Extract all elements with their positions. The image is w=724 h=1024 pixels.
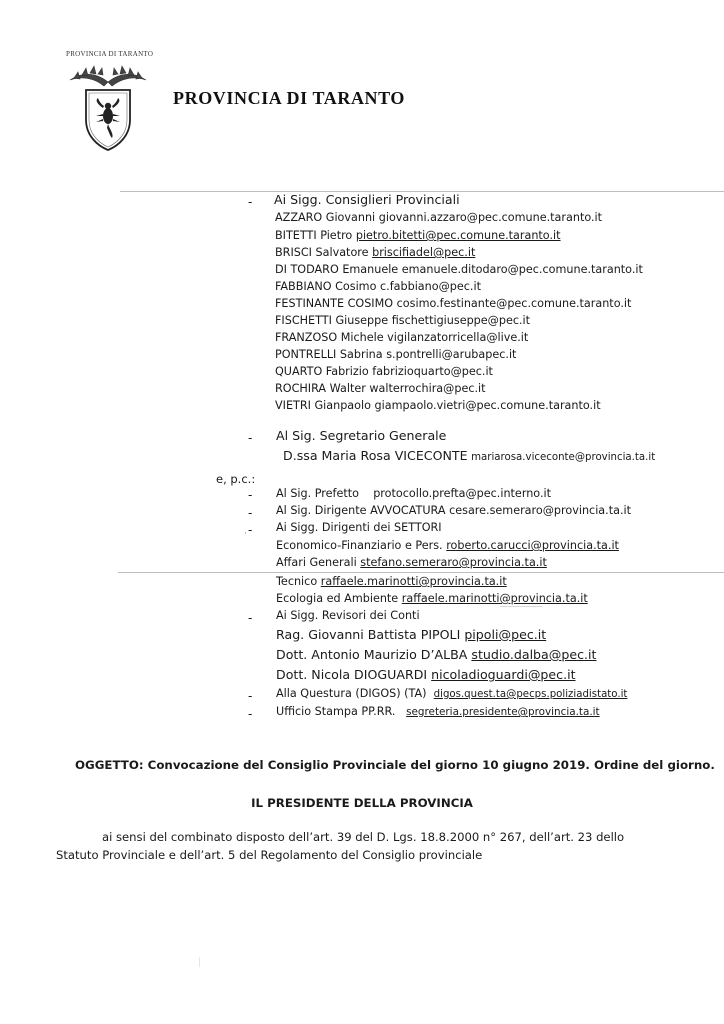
list-item: ROCHIRA Walter walterrochira@pec.it	[275, 382, 486, 395]
consiglieri-heading: Ai Sigg. Consiglieri Provinciali	[274, 192, 460, 207]
list-item: DI TODARO Emanuele emanuele.ditodaro@pec.comune.taranto.it	[275, 263, 643, 276]
email-link[interactable]: raffaele.marinotti@provincia.ta.it	[401, 592, 588, 605]
coat-of-arms-icon	[60, 58, 156, 158]
bullet-dash: -	[248, 488, 253, 502]
list-item: PONTRELLI Sabrina s.pontrelli@arubapec.it	[275, 348, 517, 361]
bullet-dash: -	[248, 707, 253, 721]
email-link[interactable]: vigilanzatorricella@live.it	[387, 331, 529, 344]
email-link[interactable]: emanuele.ditodaro@pec.comune.taranto.it	[401, 263, 643, 276]
bullet-dash: -	[248, 689, 253, 703]
subject-line: OGGETTO: Convocazione del Consiglio Provinciale del giorno 10 giugno 2019. Ordine del giorno.	[75, 758, 715, 772]
bullet-dash: -	[248, 431, 253, 445]
bullet-dash: -	[248, 195, 253, 209]
segretario-line: D.ssa Maria Rosa VICECONTE mariarosa.viceconte@provincia.ta.it	[283, 448, 656, 463]
email-link[interactable]: cosimo.festinante@pec.comune.taranto.it	[396, 297, 632, 310]
list-item: Tecnico raffaele.marinotti@provincia.ta.it	[276, 575, 507, 588]
ep-label: e, p.c.:	[216, 472, 256, 486]
email-link[interactable]: stefano.semeraro@provincia.ta.it	[360, 556, 547, 569]
list-item: FRANZOSO Michele vigilanzatorricella@live.it	[275, 331, 529, 344]
president-heading: IL PRESIDENTE DELLA PROVINCIA	[251, 796, 473, 810]
list-item: Rag. Giovanni Battista PIPOLI pipoli@pec.it	[276, 627, 547, 642]
list-item: Dott. Antonio Maurizio D’ALBA studio.dalba@pec.it	[276, 647, 597, 662]
dirigenti-heading: Ai Sigg. Dirigenti dei SETTORI	[276, 521, 442, 534]
list-item: FISCHETTI Giuseppe fischettigiuseppe@pec.it	[275, 314, 531, 327]
bullet-dash: -	[248, 506, 253, 520]
list-item: Economico-Finanziario e Pers. roberto.carucci@provincia.ta.it	[276, 539, 619, 552]
list-item: Ecologia ed Ambiente raffaele.marinotti@provincia.ta.it	[276, 592, 588, 605]
bullet-dash: -	[248, 611, 253, 625]
email-link[interactable]: giampaolo.vietri@pec.comune.taranto.it	[374, 399, 601, 412]
email-link[interactable]: raffaele.marinotti@provincia.ta.it	[320, 575, 507, 588]
list-item: VIETRI Gianpaolo giampaolo.vietri@pec.comune.taranto.it	[275, 399, 601, 412]
list-item: AZZARO Giovanni giovanni.azzaro@pec.comune.taranto.it	[275, 211, 603, 224]
email-link[interactable]: pipoli@pec.it	[464, 627, 547, 642]
stampa-line: Ufficio Stampa PP.RR. segreteria.presidente@provincia.ta.it	[276, 705, 600, 718]
email-link[interactable]: nicoladioguardi@pec.it	[431, 667, 576, 682]
email-link[interactable]: mariarosa.viceconte@provincia.ta.it	[471, 452, 656, 463]
body-paragraph-line: ai sensi del combinato disposto dell’art. 39 del D. Lgs. 18.8.2000 n° 267, dell’art. 23 dello	[102, 830, 625, 844]
email-link[interactable]: cesare.semeraro@provincia.ta.it	[449, 504, 632, 517]
divider	[500, 606, 542, 607]
email-link[interactable]: roberto.carucci@provincia.ta.it	[446, 539, 619, 552]
avvocatura-line: Al Sig. Dirigente AVVOCATURA cesare.semeraro@provincia.ta.it	[276, 504, 632, 517]
list-item: FABBIANO Cosimo c.fabbiano@pec.it	[275, 280, 481, 293]
questura-line: Alla Questura (DIGOS) (TA) digos.quest.ta@pecps.poliziadistato.it	[276, 687, 628, 700]
list-item: FESTINANTE COSIMO cosimo.festinante@pec.comune.taranto.it	[275, 297, 632, 310]
email-link[interactable]: c.fabbiano@pec.it	[380, 280, 481, 293]
email-link[interactable]: fischettigiuseppe@pec.it	[391, 314, 531, 327]
list-item: BITETTI Pietro pietro.bitetti@pec.comune.taranto.it	[275, 229, 561, 242]
body-paragraph-line: Statuto Provinciale e dell’art. 5 del Regolamento del Consiglio provinciale	[56, 848, 483, 862]
scan-mark: ·	[244, 529, 247, 539]
email-link[interactable]: segreteria.presidente@provincia.ta.it	[406, 706, 600, 718]
revisori-heading: Ai Sigg. Revisori dei Conti	[276, 609, 420, 622]
bullet-dash: -	[248, 523, 253, 537]
segretario-heading: Al Sig. Segretario Generale	[276, 428, 447, 443]
email-link[interactable]: giovanni.azzaro@pec.comune.taranto.it	[378, 211, 603, 224]
scan-mark	[199, 957, 200, 967]
email-link[interactable]: s.pontrelli@arubapec.it	[386, 348, 517, 361]
header-small-org: PROVINCIA DI TARANTO	[66, 50, 154, 58]
email-link[interactable]: pietro.bitetti@pec.comune.taranto.it	[355, 229, 561, 242]
prefetto-line: Al Sig. Prefetto protocollo.prefta@pec.interno.it	[276, 487, 552, 500]
email-link[interactable]: fabrizioquarto@pec.it	[372, 365, 493, 378]
list-item: QUARTO Fabrizio fabrizioquarto@pec.it	[275, 365, 493, 378]
email-link[interactable]: studio.dalba@pec.it	[471, 647, 597, 662]
page-title: PROVINCIA DI TARANTO	[173, 88, 406, 108]
email-link[interactable]: digos.quest.ta@pecps.poliziadistato.it	[433, 689, 628, 700]
email-link[interactable]: briscifiadel@pec.it	[372, 246, 476, 259]
email-link[interactable]: protocollo.prefta@pec.interno.it	[373, 487, 552, 500]
list-item: BRISCI Salvatore briscifiadel@pec.it	[275, 246, 476, 259]
list-item: Affari Generali stefano.semeraro@provincia.ta.it	[276, 556, 547, 569]
divider	[118, 572, 724, 573]
list-item: Dott. Nicola DIOGUARDI nicoladioguardi@pec.it	[276, 667, 576, 682]
email-link[interactable]: walterrochira@pec.it	[369, 382, 486, 395]
